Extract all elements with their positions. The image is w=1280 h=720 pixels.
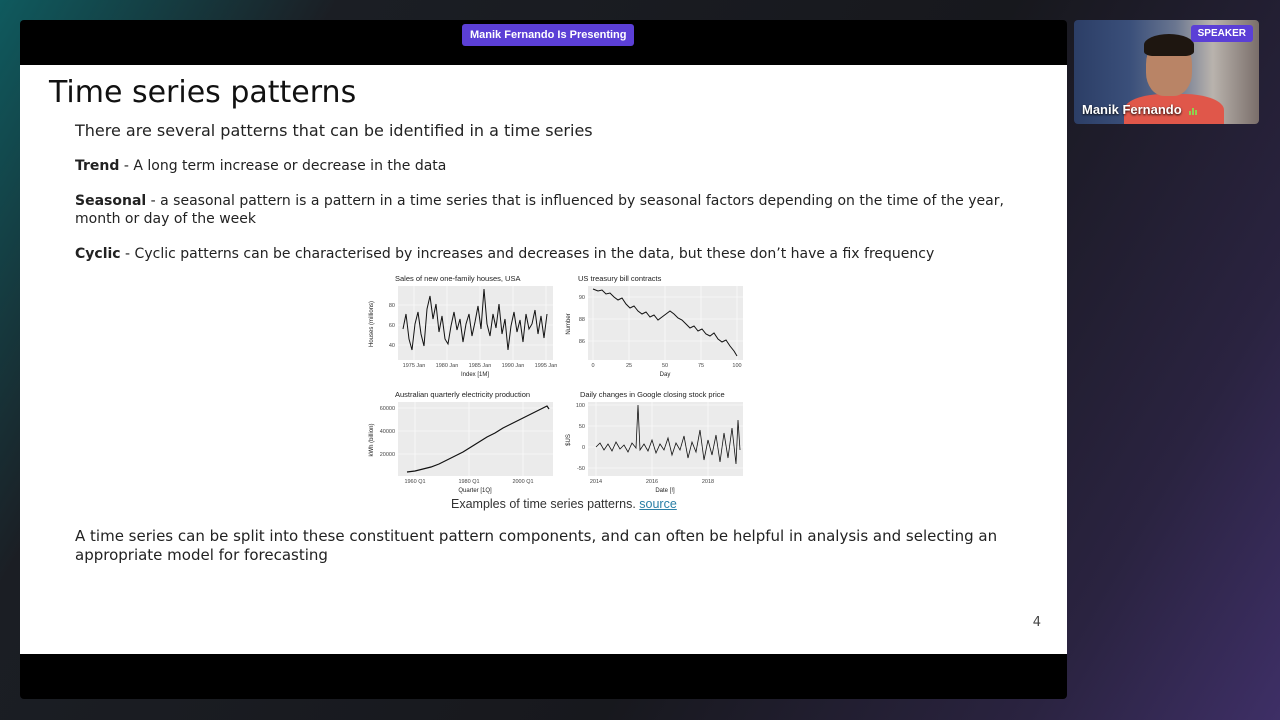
y-tick: 88 (578, 317, 585, 323)
slide (20, 65, 1067, 654)
y-tick: 60 (388, 323, 395, 329)
x-tick: 1990 Jan (501, 363, 525, 369)
x-axis-label: Day (659, 372, 671, 378)
y-axis-label: $US (566, 434, 572, 446)
y-axis-label: Houses (millions) (369, 300, 375, 348)
x-tick: 1995 Jan (534, 363, 558, 369)
slide-outro: A time series can be split into these constituent pattern components, and can often be helpful in analysis and selecting an appropriate model for forecasting (75, 527, 998, 564)
audio-level-icon (1189, 103, 1198, 118)
cyclic-paragraph (75, 245, 1035, 263)
y-tick: 50 (578, 424, 585, 430)
x-tick: 1980 Q1 (458, 479, 480, 485)
x-axis-label: Date [!] (655, 488, 675, 494)
speaker-video-tile[interactable] (1074, 20, 1259, 124)
time-series-figure (365, 270, 750, 494)
x-axis-label: Index [1M] (460, 372, 490, 378)
speaker-video-hair (1144, 34, 1194, 56)
cyclic-text: - Cyclic patterns can be characterised by increases and decreases in the data, but these don’t have a fix frequency (120, 246, 935, 262)
y-tick: 80 (388, 303, 395, 309)
y-tick: 60000 (379, 406, 395, 412)
y-tick: 86 (578, 339, 585, 345)
slide-title: Time series patterns (49, 75, 357, 110)
panel-google (560, 390, 755, 495)
presenting-badge: Manik Fernando Is Presenting (462, 24, 634, 46)
speaker-name: Manik Fernando (1082, 102, 1182, 117)
y-tick: 40000 (379, 429, 395, 435)
x-tick: 2018 (701, 479, 715, 485)
x-tick: 50 (661, 363, 669, 369)
treasury-chart (560, 284, 755, 384)
panel-title: Daily changes in Google closing stock price (580, 390, 725, 399)
speaker-badge: SPEAKER (1191, 25, 1253, 42)
panel-houses (365, 274, 560, 379)
y-tick: 90 (578, 295, 585, 301)
houses-chart (365, 284, 560, 384)
seasonal-text: - a seasonal pattern is a pattern in a time series that is influenced by seasonal factors depending on the time of the year, month or day of the week (75, 193, 1004, 227)
x-tick: 1975 Jan (402, 363, 426, 369)
trend-paragraph (75, 157, 1035, 175)
x-tick: 75 (697, 363, 705, 369)
panel-title: US treasury bill contracts (578, 274, 662, 283)
presentation-stage (20, 20, 1067, 699)
x-tick: 1960 Q1 (404, 479, 426, 485)
cyclic-term: Cyclic (75, 246, 121, 262)
panel-title: Sales of new one-family houses, USA (395, 274, 521, 283)
seasonal-term: Seasonal (75, 193, 147, 209)
y-axis-label: Number (566, 313, 572, 335)
seasonal-paragraph (75, 192, 1035, 228)
figure-caption (451, 497, 677, 511)
panel-treasury (560, 274, 755, 379)
page-number: 4 (1032, 615, 1041, 630)
y-tick: 100 (575, 403, 585, 409)
y-tick: 40 (388, 343, 395, 349)
trend-text: - A long term increase or decrease in the data (119, 158, 447, 174)
x-tick: 0 (591, 363, 595, 369)
x-tick: 2014 (589, 479, 603, 485)
slide-intro: There are several patterns that can be identified in a time series (75, 121, 593, 140)
y-tick: -50 (577, 466, 585, 472)
x-tick: 1985 Jan (468, 363, 492, 369)
x-tick: 2016 (645, 479, 659, 485)
y-tick: 0 (581, 445, 585, 451)
panel-electricity (365, 390, 560, 495)
source-link[interactable]: source (639, 497, 677, 511)
x-tick: 1980 Jan (435, 363, 459, 369)
y-tick: 20000 (379, 452, 395, 458)
x-tick: 100 (732, 363, 742, 369)
x-tick: 25 (625, 363, 633, 369)
google-chart (560, 400, 755, 500)
speaker-name-label (1082, 102, 1198, 118)
y-axis-label: kWh (billion) (369, 423, 375, 457)
electricity-chart (365, 400, 560, 500)
x-tick: 2000 Q1 (512, 479, 534, 485)
panel-title: Australian quarterly electricity production (395, 390, 531, 399)
caption-text: Examples of time series patterns. (451, 497, 636, 511)
x-axis-label: Quarter [1Q] (458, 488, 492, 494)
trend-term: Trend (75, 158, 120, 174)
